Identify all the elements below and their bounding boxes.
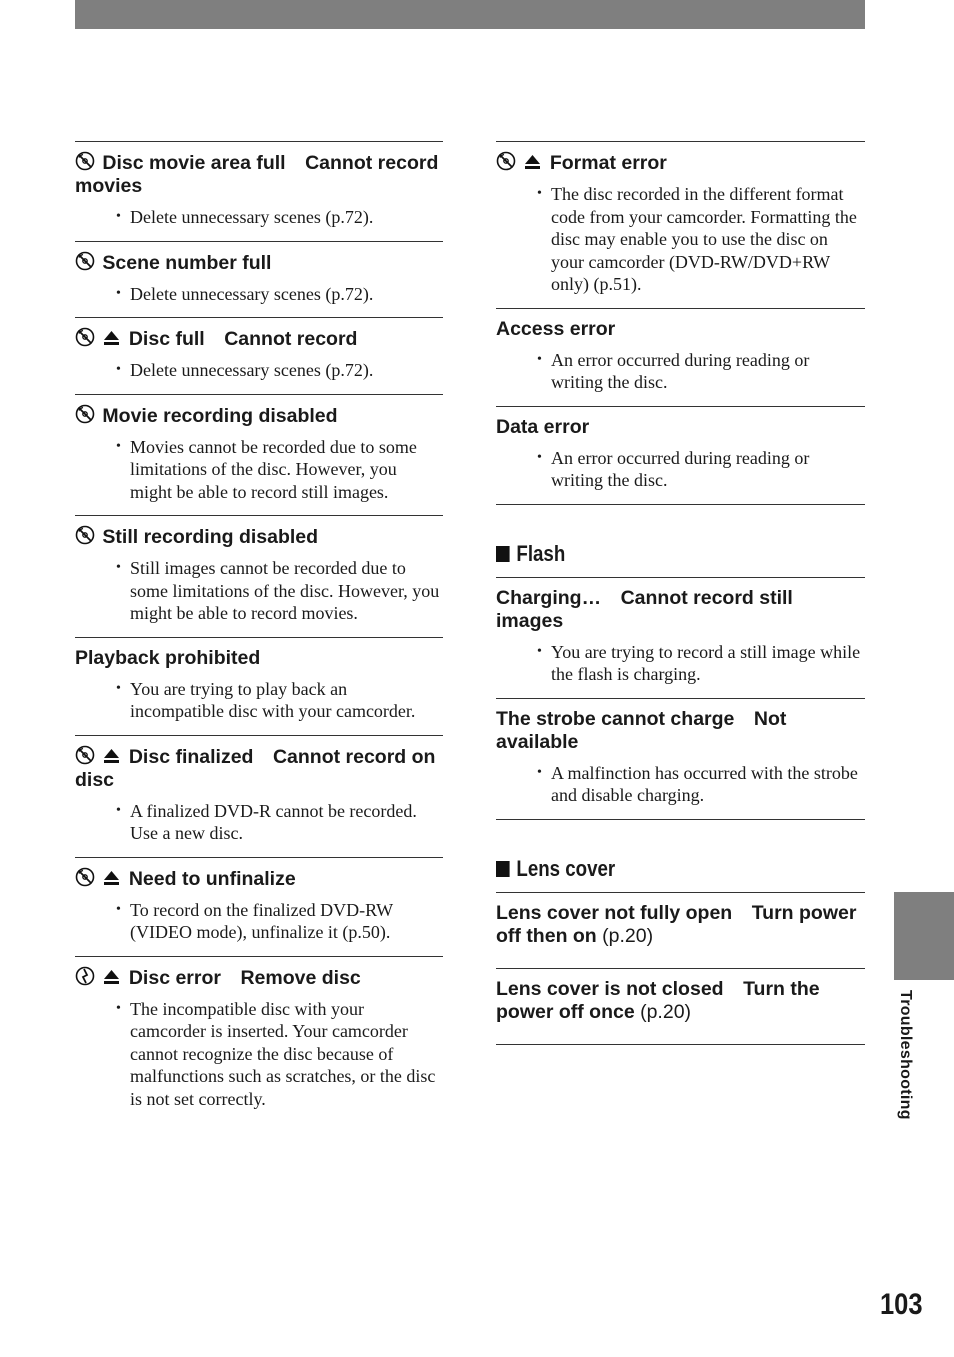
disc-no-icon <box>75 151 95 171</box>
page-reference: (p.20) <box>634 1000 692 1023</box>
bullet-list <box>496 183 865 296</box>
disc-no-icon <box>75 525 95 545</box>
disc-no-icon <box>75 867 95 887</box>
message-title: Disc finalized Cannot record on disc <box>75 745 436 791</box>
message-title: Movie recording disabled <box>75 404 443 428</box>
bullet-list <box>75 998 443 1111</box>
page-number: 103 <box>880 1288 923 1321</box>
bullet-item: • You are trying to play back an incompatible disc with your camcorder. <box>75 678 443 723</box>
page-reference: (p.20) <box>596 924 654 947</box>
flash-section-heading: Flash <box>496 541 810 567</box>
disc-no-icon <box>75 404 95 424</box>
bullet-list <box>75 557 443 625</box>
bullet-item: • A malfinction has occurred with the strobe and disable charging. <box>496 762 865 807</box>
bullet-list <box>75 436 443 504</box>
header-bar <box>75 0 865 29</box>
bullet-list <box>496 349 865 394</box>
eject-icon <box>102 869 121 887</box>
bullet-item: • An error occurred during reading or writing the disc. <box>496 349 865 394</box>
bullet-list <box>75 800 443 845</box>
square-bullet-icon <box>496 861 510 877</box>
bullet-list <box>75 359 443 382</box>
bullet-item: • To record on the finalized DVD-RW (VIDEO mode), unfinalize it (p.50). <box>75 899 443 944</box>
eject-icon <box>523 153 542 171</box>
left-column <box>75 141 443 1122</box>
lens-section-heading: Lens cover <box>496 856 810 882</box>
eject-icon <box>102 329 121 347</box>
message-title: Lens cover not fully open Turn power off then on (p.20) <box>496 901 857 947</box>
chapter-label: Troubleshooting <box>897 990 914 1120</box>
message-title: Data error <box>496 415 590 438</box>
bullet-item: • You are trying to record a still image while the flash is charging. <box>496 641 865 686</box>
message-title: Playback prohibited <box>75 646 261 669</box>
bullet-list <box>75 678 443 723</box>
bullet-item: • The disc recorded in the different format code from your camcorder. Formatting the disc may enable you to use the disc on your camcorder (DVD-RW/DVD+RW only) (p.51). <box>496 183 865 296</box>
bullet-list <box>496 762 865 807</box>
message-title: Charging… Cannot record still images <box>496 586 793 632</box>
disc-error-icon <box>75 966 95 986</box>
message-title: Format error <box>496 151 865 175</box>
bullet-item: • Delete unnecessary scenes (p.72). <box>75 359 443 382</box>
bullet-item: • Delete unnecessary scenes (p.72). <box>75 206 443 229</box>
message-entry <box>496 892 865 968</box>
message-entry <box>75 241 443 318</box>
bullet-item: • Still images cannot be recorded due to some limitations of the disc. However, you might be able to record movies. <box>75 557 443 625</box>
message-title: Scene number full <box>75 251 443 275</box>
message-entry <box>496 698 865 820</box>
bullet-list <box>75 899 443 944</box>
message-entry <box>75 956 443 1123</box>
bullet-list <box>496 447 865 492</box>
disc-no-icon <box>496 151 516 171</box>
message-entry <box>75 857 443 956</box>
eject-icon <box>102 747 121 765</box>
message-entry <box>496 141 865 308</box>
bullet-list <box>496 641 865 686</box>
message-title: Disc full Cannot record <box>75 327 443 351</box>
message-title: Lens cover is not closed Turn the power off once (p.20) <box>496 977 820 1023</box>
message-entry <box>496 308 865 406</box>
message-title: The strobe cannot charge Not available <box>496 707 787 753</box>
message-entry <box>75 141 443 241</box>
bullet-item: • Delete unnecessary scenes (p.72). <box>75 283 443 306</box>
square-bullet-icon <box>496 546 510 562</box>
disc-no-icon <box>75 251 95 271</box>
message-entry <box>75 394 443 516</box>
message-title: Need to unfinalize <box>75 867 443 891</box>
message-entry <box>75 515 443 637</box>
message-entry <box>496 577 865 698</box>
message-title: Still recording disabled <box>75 525 443 549</box>
chapter-tab <box>894 892 954 980</box>
eject-icon <box>102 968 121 986</box>
message-entry <box>496 968 865 1045</box>
message-entry <box>75 637 443 735</box>
bullet-item: • A finalized DVD-R cannot be recorded. Use a new disc. <box>75 800 443 845</box>
bullet-list <box>75 283 443 306</box>
bullet-item: • The incompatible disc with your camcorder is inserted. Your camcorder cannot recognize the disc because of malfunctions such as scratches, or the disc is not set correctly. <box>75 998 443 1111</box>
right-column <box>496 141 865 1045</box>
bullet-list <box>75 206 443 229</box>
message-entry <box>75 317 443 394</box>
bullet-item: • Movies cannot be recorded due to some limitations of the disc. However, you might be able to record still images. <box>75 436 443 504</box>
message-title: Disc movie area full Cannot record movies <box>75 152 439 197</box>
message-title: Access error <box>496 317 616 340</box>
disc-no-icon <box>75 745 95 765</box>
message-entry <box>496 406 865 505</box>
bullet-item: • An error occurred during reading or writing the disc. <box>496 447 865 492</box>
message-title: Disc error Remove disc <box>75 966 443 990</box>
message-entry <box>75 735 443 857</box>
disc-no-icon <box>75 327 95 347</box>
